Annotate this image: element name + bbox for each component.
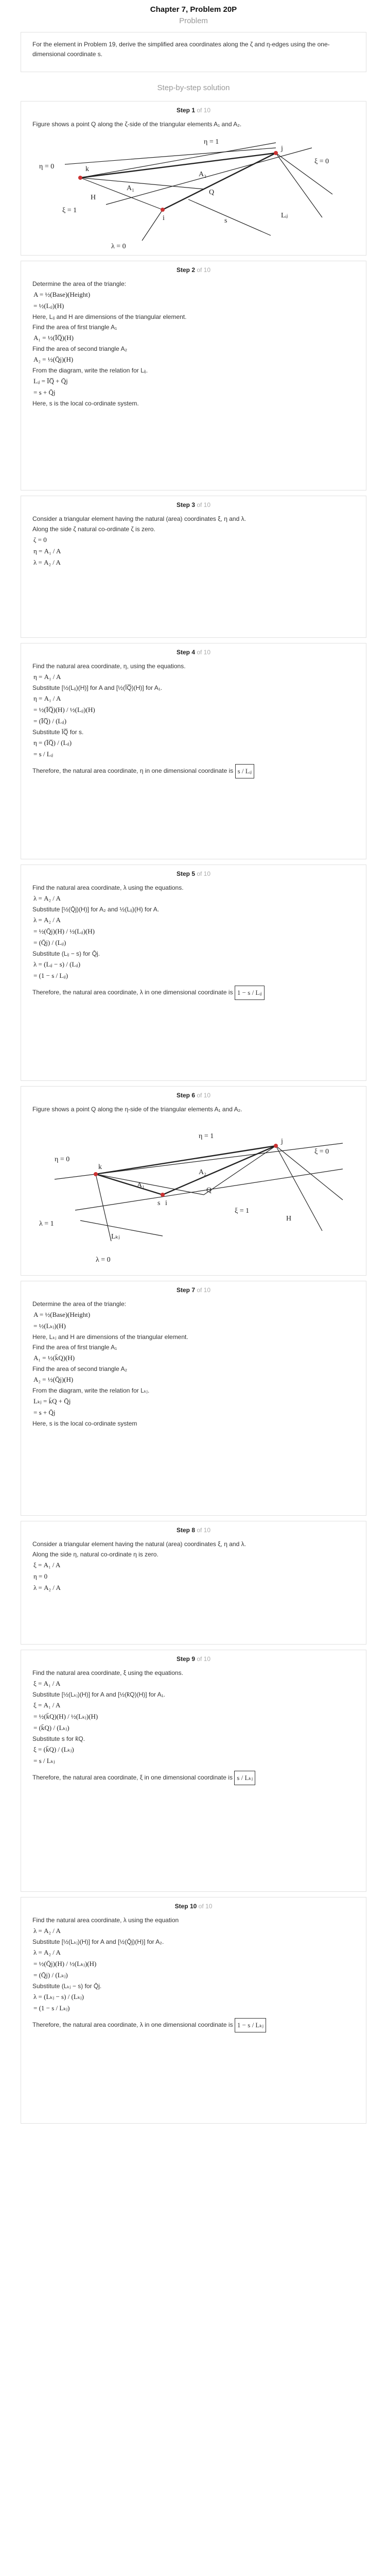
step-2-card [21, 261, 366, 490]
a2-label: A₂ [199, 1168, 206, 1176]
step-header [32, 1286, 355, 1294]
step-line: Here, Lₖⱼ and H are dimensions of the triangular element. [32, 1333, 188, 1341]
step-3-card [21, 496, 366, 638]
step-equation: λ = A₂ / A [33, 916, 61, 924]
step-line: Substitute [½(Q̄j)(H)] for A₂ and ½(Lᵢⱼ)(H) for A. [32, 906, 160, 913]
step-line: Find the area of second triangle A₂ [32, 1365, 128, 1372]
step-equation: = (Q̄j) / (Lₖⱼ) [33, 1971, 68, 1979]
l-label: Lᵢⱼ [281, 212, 288, 219]
step-equation: ξ = A₁ / A [33, 1680, 61, 1687]
answer-box: s / Lₖⱼ [234, 1771, 255, 1785]
step-equation: Lᵢⱼ = ĪQ̅ + Q̄j [33, 377, 68, 385]
step-equation: A₂ = ½(Q̄j)(H) [33, 1376, 74, 1383]
k-j-edge [80, 153, 276, 178]
step-equation: = s + Q̄j [33, 388, 56, 396]
step-number: 2 [191, 266, 195, 274]
a1-label: A₁ [137, 1181, 145, 1189]
step-total: of 10 [197, 649, 211, 656]
step-total: of 10 [197, 870, 211, 877]
top-edge [80, 143, 276, 178]
eta-one-label: η = 1 [204, 138, 219, 146]
step-equation: = s + Q̄j [33, 1409, 56, 1416]
answer-box: s / Lᵢⱼ [235, 764, 255, 778]
step-line: Determine the area of the triangle: [32, 1300, 127, 1308]
step-equation: ξ = A₁ / A [33, 1561, 61, 1569]
step-conclusion [32, 2018, 355, 2032]
step-total: of 10 [197, 266, 211, 274]
step-header [32, 107, 355, 114]
lambda-line [142, 210, 163, 241]
step-number: 9 [191, 1655, 195, 1663]
step-total: of 10 [197, 501, 211, 509]
step-line: Substitute [½(Lᵢⱼ)(H)] for A and [½(ĪQ̅)(H)] for A₁. [32, 684, 163, 691]
lambda-line [96, 1174, 111, 1241]
j-label: j [281, 145, 283, 152]
step-5-card [21, 865, 366, 1081]
step-header [32, 266, 355, 274]
step-line: Find the area of first triangle A₁ [32, 324, 117, 331]
step-equation: = ½(ĪQ̅)(H) / ½(Lᵢⱼ)(H) [33, 706, 95, 714]
step-8-card [21, 1521, 366, 1645]
h-line [276, 1146, 322, 1231]
eta-zero-label: η = 0 [39, 163, 55, 171]
step-line: Along the side η, natural co-ordinate η is zero. [32, 1551, 159, 1558]
step-label: Step [174, 1903, 188, 1910]
step-label: Step [176, 649, 190, 656]
step-equation: λ = (Lₖⱼ − s) / (Lₖⱼ) [33, 1993, 84, 2001]
node-j [274, 151, 278, 155]
conclusion-text: Therefore, the natural area coordinate, ξ in one dimensional coordinate is [32, 1774, 233, 1782]
s-label: s [157, 1199, 161, 1207]
step-equation: A = ½(Base)(Height) [33, 291, 91, 298]
step-equation: = ½(Lᵢⱼ)(H) [33, 302, 64, 310]
step-label: Step [176, 870, 190, 877]
step-equation: A₁ = ½(k̄Q)(H) [33, 1354, 75, 1362]
step-number: 8 [191, 1527, 195, 1534]
problem-heading: Problem [179, 16, 208, 25]
step-number: 6 [191, 1092, 195, 1099]
step-equation: = ½(Q̄j)(H) / ½(Lₖⱼ)(H) [33, 1960, 97, 1968]
step-equation: = (1 − s / Lₖⱼ) [33, 2004, 70, 2012]
step-label: Step [176, 266, 190, 274]
step-equation: λ = A₂ / A [33, 894, 61, 902]
answer-box: 1 − s / Lₖⱼ [235, 2018, 266, 2032]
conclusion-text: Therefore, the natural area coordinate, λ in one dimensional coordinate is [32, 2021, 233, 2029]
step-header [32, 1655, 355, 1663]
step-equation: η = (ĪQ̅) / (Lᵢⱼ) [33, 739, 72, 747]
xi-zero-label: ξ = 0 [314, 1148, 329, 1156]
step-intro: Figure shows a point Q along the ζ-side of the triangular elements A₁ and A₂. [32, 121, 242, 128]
step-line: Find the natural area coordinate, η, using the equations. [32, 663, 186, 670]
step-line: Determine the area of the triangle: [32, 280, 127, 287]
eta-zero-label: η = 0 [55, 1156, 70, 1163]
zeta-side-figure [34, 132, 353, 256]
node-k [94, 1172, 98, 1176]
step-label: Step [176, 501, 190, 509]
step-line: From the diagram, write the relation for Lᵢⱼ. [32, 367, 148, 374]
q-j-line [204, 153, 276, 189]
step-number: 4 [191, 649, 195, 656]
node-i [161, 1193, 165, 1197]
step-label: Step [176, 1527, 190, 1534]
step-header [32, 870, 355, 877]
step-7-card [21, 1281, 366, 1516]
chapter-title: Chapter 7, Problem 20P [150, 5, 237, 14]
step-total: of 10 [197, 1655, 211, 1663]
j-label: j [281, 1138, 283, 1145]
step-equation: = ½(Q̄j)(H) / ½(Lᵢⱼ)(H) [33, 927, 95, 935]
xi-zero-label: ξ = 0 [314, 158, 329, 165]
k-label: k [85, 165, 89, 173]
xi-one-label: ξ = 1 [235, 1207, 250, 1215]
step-equation: η = A₁ / A [33, 547, 61, 555]
eta-side-figure [34, 1117, 353, 1272]
step-header [32, 1527, 355, 1534]
step-line: Substitute [½(Lₖⱼ)(H)] for A and [½(Q̄j)(H)] for A₂. [32, 1938, 164, 1945]
step-number: 3 [191, 501, 195, 509]
step-equation: = s / Lᵢⱼ [33, 750, 54, 758]
step-label: Step [176, 1286, 190, 1294]
step-total: of 10 [197, 107, 211, 114]
i-label: i [163, 214, 165, 222]
step-line: Find the area of second triangle A₂ [32, 345, 128, 352]
step-label: Step [176, 1092, 190, 1099]
q-j-line [204, 1146, 276, 1195]
conclusion-text: Therefore, the natural area coordinate, η in one dimensional coordinate is [32, 767, 234, 775]
step-equation: A = ½(Base)(Height) [33, 1311, 91, 1318]
l-label: Lₖⱼ [111, 1233, 120, 1241]
step-line: Consider a triangular element having the natural (area) coordinates ξ, η and λ. [32, 515, 246, 522]
step-number: 10 [189, 1903, 197, 1910]
step-equation: λ = A₂ / A [33, 1584, 61, 1591]
i-j-edge [163, 1146, 276, 1195]
step-equation: η = A₁ / A [33, 694, 61, 702]
step-equation: λ = A₂ / A [33, 1927, 61, 1935]
step-line: Find the area of first triangle A₁ [32, 1344, 117, 1351]
step-10-card [21, 1897, 366, 2124]
step-equation: A₁ = ½(ĪQ̅)(H) [33, 334, 74, 342]
i-label: i [165, 1199, 167, 1207]
step-equation: η = 0 [33, 1572, 48, 1580]
step-line: From the diagram, write the relation for Lₖⱼ. [32, 1387, 150, 1394]
step-number: 5 [191, 870, 195, 877]
step-header [32, 649, 355, 656]
step-line: Find the natural area coordinate, λ using the equations. [32, 884, 184, 891]
step-equation: = ½(Lₖⱼ)(H) [33, 1322, 66, 1330]
step-line: Find the natural area coordinate, ξ using the equations. [32, 1669, 183, 1676]
step-equation: A₂ = ½(Q̄j)(H) [33, 355, 74, 363]
s-dim-line [188, 199, 271, 235]
step-equation: = (1 − s / Lᵢⱼ) [33, 972, 68, 979]
step-line: Here, s is the local co-ordinate system. [32, 400, 139, 407]
step-number: 1 [191, 107, 195, 114]
step-line: Find the natural area coordinate, λ using the equation [32, 1917, 179, 1924]
step-equation: λ = (Lᵢⱼ − s) / (Lᵢⱼ) [33, 960, 81, 968]
s-label: s [224, 217, 227, 225]
step-equation: λ = A₂ / A [33, 1948, 61, 1956]
step-conclusion [32, 764, 355, 778]
step-4-card [21, 643, 366, 859]
answer-box: 1 − s / Lᵢⱼ [235, 986, 265, 1000]
step-equation: = s / Lₖⱼ [33, 1757, 55, 1765]
k-i-edge [96, 1174, 163, 1195]
right-edge [276, 1146, 343, 1200]
k-q-line [80, 178, 204, 189]
step-total: of 10 [198, 1903, 213, 1910]
step-header [32, 501, 355, 509]
a1-label: A₁ [127, 184, 134, 192]
h-label: H [91, 194, 96, 201]
lambda-zero-label: λ = 0 [111, 243, 126, 250]
k-label: k [98, 1163, 102, 1171]
step-equation: λ = A₂ / A [33, 558, 61, 566]
step-equation: ξ = A₁ / A [33, 1701, 61, 1709]
step-equation: = ½(k̄Q)(H) / ½(Lₖⱼ)(H) [33, 1713, 98, 1720]
node-j [274, 1144, 278, 1148]
step-intro: Figure shows a point Q along the η-side of the triangular elements A₁ and A₂. [32, 1106, 242, 1113]
xi-one-label: ξ = 1 [62, 207, 77, 214]
step-equation: η = A₁ / A [33, 673, 61, 681]
step-label: Step [176, 107, 190, 114]
a2-label: A₂ [199, 171, 206, 178]
lambda-zero-label: λ = 0 [96, 1256, 111, 1264]
step-conclusion [32, 1771, 355, 1785]
step-line: Consider a triangular element having the natural (area) coordinates ξ, η and λ. [32, 1540, 246, 1548]
step-line: Substitute (Lₖⱼ − s) for Q̄j. [32, 1982, 102, 1990]
step-1-card [21, 101, 366, 256]
q-label: Q [206, 1187, 212, 1194]
conclusion-text: Therefore, the natural area coordinate, λ in one dimensional coordinate is [32, 989, 233, 996]
eta-one-label: η = 1 [199, 1132, 214, 1140]
step-header [32, 1903, 355, 1910]
step-total: of 10 [197, 1286, 211, 1294]
step-total: of 10 [197, 1527, 211, 1534]
step-equation: = (ĪQ̅) / (Lᵢⱼ) [33, 717, 67, 725]
l-dim-line [80, 1221, 163, 1236]
step-9-card [21, 1650, 366, 1892]
problem-statement: For the element in Problem 19, derive the simplified area coordinates along the ζ and η-edges using the one-dimensional coordinate s. [21, 32, 366, 72]
step-line: Here, Lᵢⱼ and H are dimensions of the triangular element. [32, 313, 187, 320]
solution-heading: Step-by-step solution [157, 83, 230, 92]
step-equation: = (Q̄j) / (Lᵢⱼ) [33, 939, 66, 946]
lambda-one-label: λ = 1 [39, 1220, 54, 1228]
step-line: Substitute ĪQ̅ for s. [32, 728, 84, 736]
node-k [78, 176, 82, 180]
top-edge [96, 1146, 276, 1174]
step-line: Here, s is the local co-ordinate system [32, 1420, 137, 1427]
step-line: Substitute s for k̄Q. [32, 1735, 85, 1742]
step-line: Substitute (Lᵢⱼ − s) for Q̄j. [32, 950, 100, 957]
q-label: Q [209, 189, 215, 196]
node-i [161, 208, 165, 212]
step-equation: ξ = (k̄Q) / (Lₖⱼ) [33, 1745, 74, 1753]
step-line: Along the side ζ natural co-ordinate ζ is zero. [32, 526, 155, 533]
step-6-card [21, 1086, 366, 1276]
step-total: of 10 [197, 1092, 211, 1099]
step-equation: ζ = 0 [33, 536, 47, 544]
step-equation: = (k̄Q) / (Lₖⱼ) [33, 1724, 69, 1732]
step-label: Step [176, 1655, 190, 1663]
step-equation: Lₖⱼ = k̄Q + Q̄j [33, 1397, 71, 1405]
h-label: H [286, 1215, 292, 1223]
step-conclusion [32, 986, 355, 1000]
step-header [32, 1092, 355, 1099]
step-number: 7 [191, 1286, 195, 1294]
step-line: Substitute [½(Lₖⱼ)(H)] for A and [½(k̄Q)(H)] for A₁. [32, 1691, 166, 1698]
